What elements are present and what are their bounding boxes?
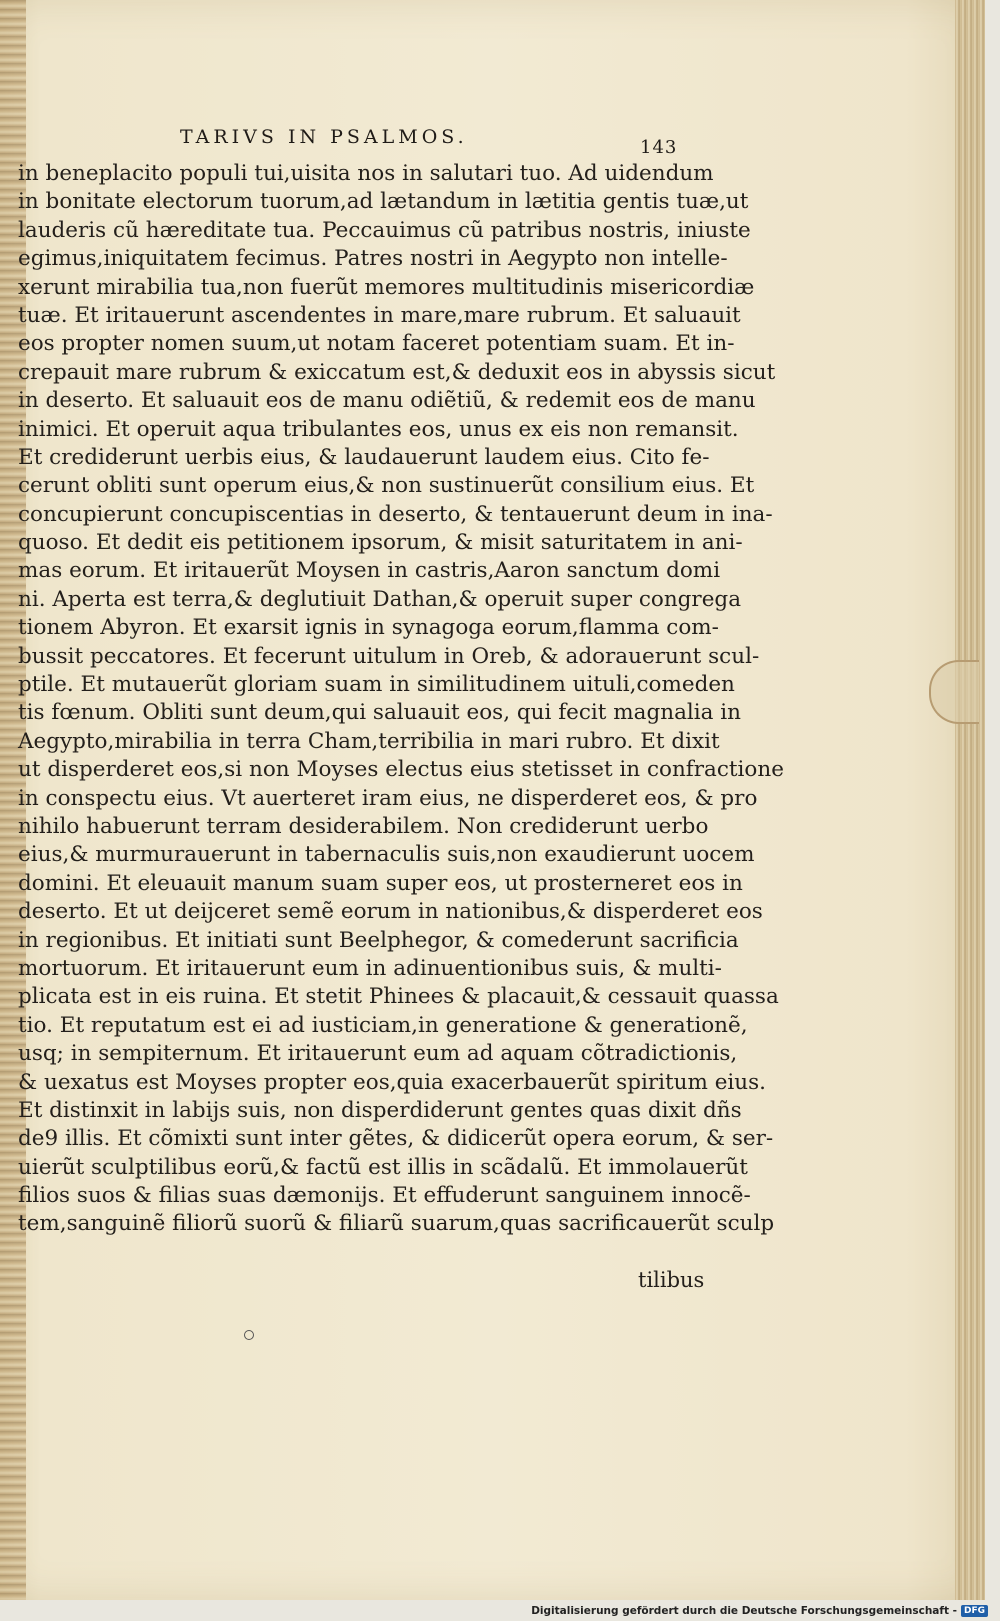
folio-number: 143 [640, 137, 678, 158]
text-line: crepauit mare rubrum & exiccatum est,& deduxit eos in abyssis sicut [18, 359, 776, 385]
credit-text: Digitalisierung gefördert durch die Deutsche Forschungsgemeinschaft - [531, 1605, 957, 1617]
text-line: deserto. Et ut deijceret semẽ eorum in nationibus,& disperderet eos [18, 899, 763, 925]
text-line: mas eorum. Et iritauerũt Moysen in castris,Aaron sanctum domi [18, 558, 721, 584]
text-line: in bonitate electorum tuorum,ad lætandum in lætitia gentis tuæ,ut [18, 189, 749, 215]
text-line: in conspectu eius. Vt auerteret iram eius, ne disperderet eos, & pro [18, 785, 758, 811]
catchword: tilibus [638, 1268, 705, 1292]
text-line: tionem Abyron. Et exarsit ignis in synagoga eorum,flamma com- [18, 615, 719, 641]
digitization-credit [531, 1605, 988, 1617]
text-line: Et distinxit in labijs suis, non disperdiderunt gentes quas dixit dñs [18, 1097, 742, 1123]
text-line: tem,sanguinẽ filiorũ suorũ & filiarũ suarum,quas sacrificauerũt sculp [18, 1211, 775, 1237]
text-line: ni. Aperta est terra,& deglutiuit Dathan,& operuit super congrega [18, 586, 742, 612]
clasp-shadow [929, 660, 979, 724]
text-line: eos propter nomen suum,ut notam faceret potentiam suam. Et in- [18, 331, 735, 357]
text-line: domini. Et eleuauit manum suam super eos, ut prosterneret eos in [18, 870, 743, 896]
text-line: in deserto. Et saluauit eos de manu odiẽtiũ, & redemit eos de manu [18, 388, 756, 414]
text-line: & uexatus est Moyses propter eos,quia exacerbauerũt spiritum eius. [18, 1069, 767, 1095]
text-line: egimus,iniquitatem fecimus. Patres nostri in Aegypto non intelle- [18, 246, 728, 272]
text-line: cerunt obliti sunt operum eius,& non sustinuerũt consilium eius. Et [18, 473, 755, 499]
text-line: Aegypto,mirabilia in terra Cham,terribilia in mari rubro. Et dixit [18, 728, 720, 754]
page-fore-edge [955, 0, 985, 1600]
text-line: plicata est in eis ruina. Et stetit Phinees & placauit,& cessauit quassa [18, 984, 779, 1010]
text-line: ut disperderet eos,si non Moyses electus eius stetisset in confractione [18, 757, 784, 783]
text-line: tio. Et reputatum est ei ad iusticiam,in generatione & generationẽ, [18, 1012, 748, 1038]
text-line: filios suos & filias suas dæmonijs. Et effuderunt sanguinem innocẽ- [18, 1183, 751, 1209]
text-line: inimici. Et operuit aqua tribulantes eos, unus ex eis non remansit. [18, 416, 739, 442]
text-line: tis fœnum. Obliti sunt deum,qui saluauit eos, qui fecit magnalia in [18, 700, 742, 726]
text-line: mortuorum. Et iritauerunt eum in adinuentionibus suis, & multi- [18, 955, 722, 981]
text-line: lauderis cũ hæreditate tua. Peccauimus cũ patribus nostris, iniuste [18, 217, 751, 243]
text-line: quoso. Et dedit eis petitionem ipsorum, & misit saturitatem in ani- [18, 530, 743, 556]
text-line: in regionibus. Et initiati sunt Beelphegor, & comederunt sacrificia [18, 927, 739, 953]
text-line: Et crediderunt uerbis eius, & laudauerunt laudem eius. Cito fe- [18, 444, 710, 470]
text-line: usq; in sempiternum. Et iritauerunt eum ad aquam cõtradictionis, [18, 1041, 738, 1067]
text-line: nihilo habuerunt terram desiderabilem. Non crediderunt uerbo [18, 813, 709, 839]
ink-dot [244, 1330, 254, 1340]
text-line: tuæ. Et iritauerunt ascendentes in mare,mare rubrum. Et saluauit [18, 302, 741, 328]
running-title: TARIVS IN PSALMOS. [180, 126, 468, 148]
text-line: xerunt mirabilia tua,non fuerũt memores multitudinis misericordiæ [18, 274, 755, 300]
text-line: uierũt sculptilibus eorũ,& factũ est illis in scãdalũ. Et immolauerũt [18, 1154, 748, 1180]
dfg-logo: DFG [961, 1605, 988, 1617]
text-line: ptile. Et mutauerũt gloriam suam in similitudinem uituli,comeden [18, 672, 735, 698]
text-line: in beneplacito populi tui,uisita nos in salutari tuo. Ad uidendum [18, 161, 714, 186]
text-line: eius,& murmurauerunt in tabernaculis suis,non exaudierunt uocem [18, 842, 755, 868]
text-line: concupierunt concupiscentias in deserto, & tentauerunt deum in ina- [18, 501, 773, 527]
text-line: de9 illis. Et cõmixti sunt inter gẽtes, & didicerũt opera eorum, & ser- [18, 1126, 774, 1152]
text-line: bussit peccatores. Et fecerunt uitulum in Oreb, & adorauerunt scul- [18, 643, 760, 669]
body-text [18, 160, 784, 1239]
